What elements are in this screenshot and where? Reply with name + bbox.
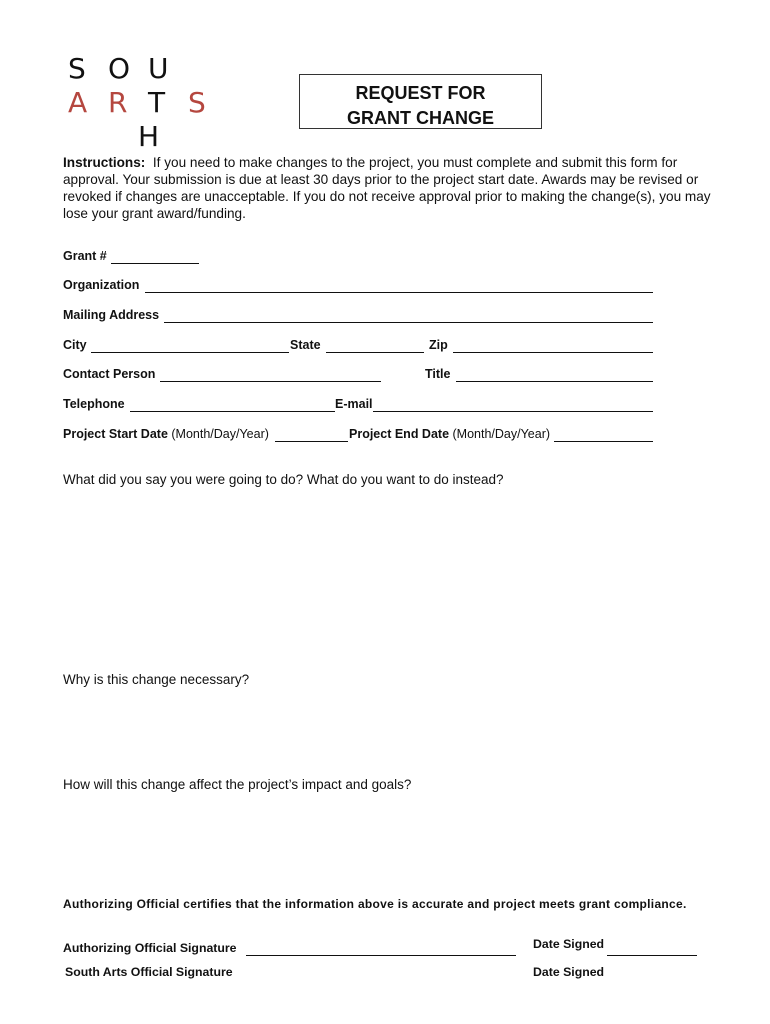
telephone-email-row xyxy=(63,397,655,413)
logo-letter: O xyxy=(108,52,131,85)
logo-row-1 xyxy=(68,52,188,85)
zip-label: Zip xyxy=(429,338,448,352)
mailing-address-field[interactable] xyxy=(164,308,653,323)
certification-statement: Authorizing Official certifies that the information above is accurate and project meets grant compliance. xyxy=(63,897,687,911)
form-title-box xyxy=(299,74,542,129)
project-start-date-text: Project Start Date xyxy=(63,427,168,441)
question-why-necessary: Why is this change necessary? xyxy=(63,672,250,687)
instructions xyxy=(63,154,713,222)
project-end-date-field[interactable] xyxy=(554,427,653,442)
grant-number-field[interactable] xyxy=(111,249,199,264)
project-start-label xyxy=(63,427,269,441)
answer-why-necessary-area[interactable] xyxy=(63,695,653,770)
logo-letter: S xyxy=(188,86,206,119)
contact-title-row xyxy=(63,367,655,383)
instructions-text: If you need to make changes to the project, you must complete and submit this form for approval. Your submission is due at least 30 days prior to the project start date. Awards may be revised or revoked if changes are unacceptable. If you do not receive approval prior to making the change(s), you may lose your grant award/funding. xyxy=(63,155,711,221)
title-label: Title xyxy=(425,367,451,381)
grant-number-label: Grant # xyxy=(63,249,107,263)
logo-row-2 xyxy=(68,86,228,119)
project-end-format: (Month/Day/Year) xyxy=(452,427,551,441)
question-impact-goals: How will this change affect the project’s impact and goals? xyxy=(63,777,412,792)
city-state-zip-row xyxy=(63,338,655,354)
answer-impact-goals-area[interactable] xyxy=(63,800,653,880)
authorizing-signature-label: Authorizing Official Signature xyxy=(63,941,237,955)
logo-letter: H xyxy=(138,120,160,153)
south-arts-signature-label: South Arts Official Signature xyxy=(65,965,233,979)
state-label: State xyxy=(290,338,321,352)
mailing-address-row xyxy=(63,308,655,324)
logo-letter: T xyxy=(148,86,166,119)
authorizing-signature-field[interactable] xyxy=(246,941,516,956)
zip-field[interactable] xyxy=(453,338,653,353)
logo-row-3 xyxy=(138,120,178,153)
logo-letter: S xyxy=(68,52,86,85)
telephone-label: Telephone xyxy=(63,397,125,411)
logo-letter: A xyxy=(68,86,88,119)
project-end-date-text: Project End Date xyxy=(349,427,450,441)
grant-number-row xyxy=(63,249,203,265)
date-signed-label-1: Date Signed xyxy=(533,937,605,951)
city-label: City xyxy=(63,338,87,352)
organization-label: Organization xyxy=(63,278,140,292)
contact-person-label: Contact Person xyxy=(63,367,156,381)
project-dates-row xyxy=(63,427,655,443)
form-title-line-1: REQUEST FOR xyxy=(355,83,486,103)
answer-what-instead-area[interactable] xyxy=(63,495,653,660)
telephone-field[interactable] xyxy=(130,397,335,412)
question-what-instead: What did you say you were going to do? What do you want to do instead? xyxy=(63,472,504,487)
organization-row xyxy=(63,278,655,294)
instructions-label: Instructions: xyxy=(63,155,146,170)
organization-field[interactable] xyxy=(145,278,653,293)
state-field[interactable] xyxy=(326,338,424,353)
project-start-date-field[interactable] xyxy=(275,427,348,442)
logo-letter: R xyxy=(108,86,128,119)
email-label: E-mail xyxy=(335,397,373,411)
date-signed-label-2: Date Signed xyxy=(533,965,605,979)
form-title-line-2: GRANT CHANGE xyxy=(347,108,494,128)
email-field[interactable] xyxy=(373,397,653,412)
contact-person-field[interactable] xyxy=(160,367,381,382)
project-start-format: (Month/Day/Year) xyxy=(171,427,269,441)
city-field[interactable] xyxy=(91,338,289,353)
title-field[interactable] xyxy=(456,367,653,382)
date-signed-field-1[interactable] xyxy=(607,941,697,956)
logo-letter: U xyxy=(148,52,169,85)
mailing-address-label: Mailing Address xyxy=(63,308,160,322)
project-end-label xyxy=(349,427,550,441)
